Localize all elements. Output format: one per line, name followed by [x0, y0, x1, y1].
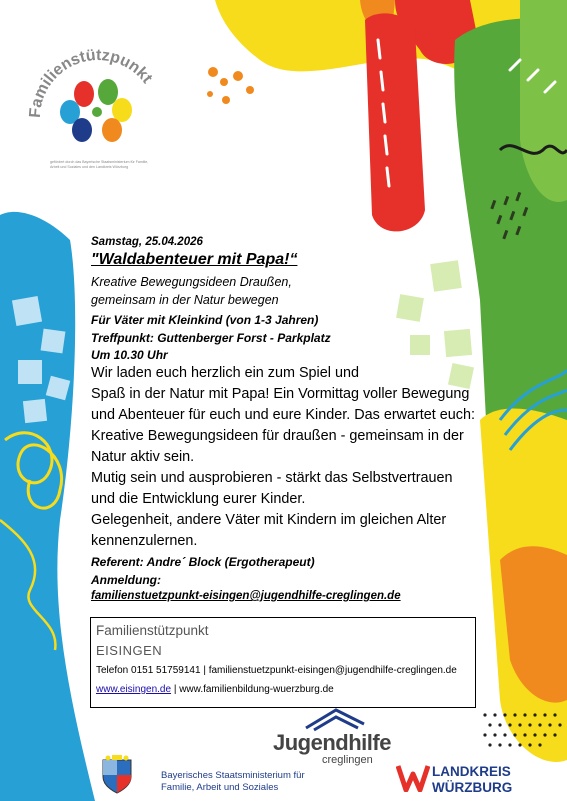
event-audience: Für Väter mit Kleinkind (von 1-3 Jahren) [91, 313, 319, 327]
familienstuetzpunkt-logo [22, 28, 172, 178]
event-body-line: und die Entwicklung eurer Kinder. [91, 491, 306, 507]
landkreis-line-2: WÜRZBURG [432, 780, 513, 795]
event-body-line: Spaß in der Natur mit Papa! Ein Vormittag voller Bewegung [91, 386, 470, 402]
ministry-line-2: Familie, Arbeit und Soziales [161, 782, 279, 793]
logo-subline: gefördert durch das Bayerische Staatsministerium für Familie, Arbeit und Soziales und den Landkreis Würzburg [50, 160, 149, 169]
event-date: Samstag, 25.04.2026 [91, 236, 203, 248]
jugendhilfe-roof-icon [300, 706, 370, 732]
event-body-line: Wir laden euch herzlich ein zum Spiel und [91, 365, 359, 381]
event-meeting-point: Treffpunkt: Guttenberger Forst - Parkplatz [91, 331, 331, 345]
event-body-line: kennenzulernen. [91, 533, 198, 549]
event-body-line: Mutig sein und ausprobieren - stärkt das Selbstvertrauen [91, 470, 453, 486]
registration-label: Anmeldung: [91, 573, 161, 587]
contact-box [90, 617, 476, 708]
event-subtitle-1: Kreative Bewegungsideen Draußen, [91, 275, 292, 289]
event-title: "Waldabenteuer mit Papa!“ [91, 251, 298, 268]
jugendhilfe-sub: creglingen [322, 754, 373, 766]
ministry-line-1: Bayerisches Staatsministerium für [161, 770, 305, 781]
event-body-line: Kreative Bewegungsideen für draußen - gemeinsam in der [91, 428, 464, 444]
contact-web-rest: | www.familienbildung-wuerzburg.de [171, 684, 334, 695]
jugendhilfe-name: Jugendhilfe [273, 730, 391, 755]
landkreis-line-1: LANDKREIS [432, 764, 511, 779]
event-body-line: Natur aktiv sein. [91, 449, 195, 465]
registration-email-link[interactable]: familienstuetzpunkt-eisingen@jugendhilfe-creglingen.de [91, 590, 401, 602]
landkreis-w-logo-icon [396, 762, 430, 792]
contact-web-line [96, 684, 334, 695]
event-body-line: und Abenteuer für euch und eure Kinder. Das erwartet euch: [91, 407, 475, 423]
svg-text:Familienstützpunkt [27, 47, 156, 118]
contact-org: Familienstützpunkt [96, 623, 209, 638]
event-speaker: Referent: Andre´ Block (Ergotherapeut) [91, 555, 315, 569]
bavaria-coat-of-arms-icon [100, 755, 134, 795]
event-body-line: Gelegenheit, andere Väter mit Kindern im gleichen Alter [91, 512, 447, 528]
logo-arc-text: Familienstützpunkt [26, 46, 156, 119]
eisingen-website-link[interactable]: www.eisingen.de [96, 684, 172, 695]
event-time: Um 10.30 Uhr [91, 348, 168, 362]
event-subtitle-2: gemeinsam in der Natur bewegen [91, 293, 279, 307]
contact-place: EISINGEN [96, 643, 163, 658]
contact-phone-line: Telefon 0151 51759141 | familienstuetzpunkt-eisingen@jugendhilfe-creglingen.de [96, 665, 457, 676]
